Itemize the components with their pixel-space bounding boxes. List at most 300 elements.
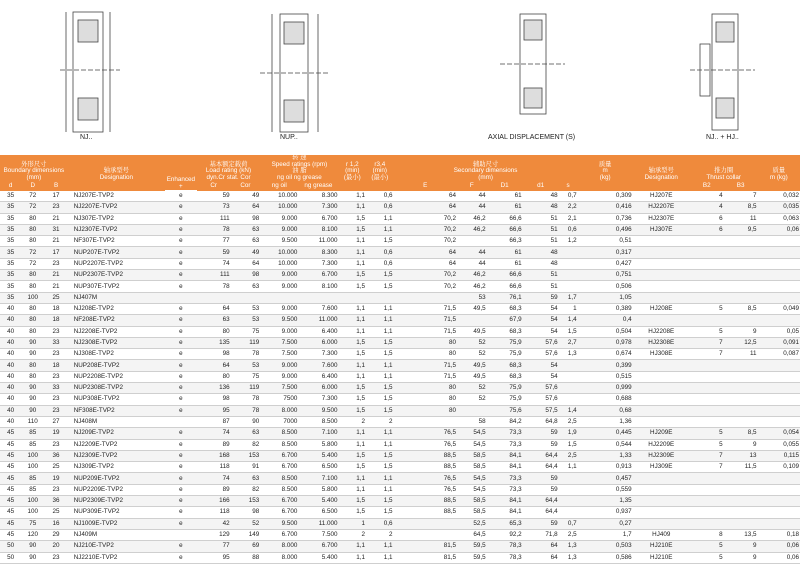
cell-B: 23 (44, 439, 67, 450)
cell-m2 (758, 405, 800, 416)
cell-cr: 80 (197, 326, 231, 337)
cell-hj (633, 247, 690, 258)
cell-r12: 1,5 (339, 349, 367, 360)
cell-hj (633, 416, 690, 427)
cell-m: 0,317 (578, 247, 633, 258)
cell-cor: 64 (231, 202, 261, 213)
cell-D: 80 (21, 371, 44, 382)
cell-r12: 1,1 (339, 360, 367, 371)
cell-enhanced (165, 236, 197, 247)
enhanced-icon: e (179, 440, 183, 448)
cell-enhanced (165, 292, 197, 303)
cell-d: 35 (0, 190, 21, 202)
cell-D1: 66,6 (487, 224, 523, 235)
cell-m: 0,751 (578, 270, 633, 281)
cell-cor: 82 (231, 439, 261, 450)
cell-r34: 1,1 (366, 371, 394, 382)
cell-r34: 0,6 (366, 202, 394, 213)
cell-B: 23 (44, 326, 67, 337)
col-B3: B3 (724, 181, 758, 190)
cell-d: 45 (0, 518, 21, 529)
cell-designation: NJ308E-TVP2 (68, 349, 165, 360)
cell-cr: 98 (197, 394, 231, 405)
cell-ng_oil: 6.700 (260, 462, 298, 473)
cell-E: 80 (394, 383, 457, 394)
cell-D1: 76,1 (487, 292, 523, 303)
cell-ng_oil: 9.500 (260, 236, 298, 247)
cell-enhanced (165, 281, 197, 292)
cell-ng_grease: 5.400 (298, 450, 338, 461)
cell-B3: 11,5 (724, 462, 758, 473)
cell-B2: 5 (690, 428, 724, 439)
cell-r34: 1,5 (366, 450, 394, 461)
cell-designation: NF208E-TVP2 (68, 315, 165, 326)
cell-designation: NUP307E-TVP2 (68, 281, 165, 292)
cell-designation: NJ408M (68, 416, 165, 427)
cell-D1: 66,3 (487, 236, 523, 247)
cell-r34: 1,1 (366, 439, 394, 450)
enhanced-icon: e (179, 451, 183, 459)
enhanced-icon: e (179, 305, 183, 313)
table-row (0, 450, 800, 461)
cell-cor: 52 (231, 518, 261, 529)
cell-r34: 1,5 (366, 496, 394, 507)
cell-B3: 9,5 (724, 224, 758, 235)
cell-F: 58,5 (457, 462, 487, 473)
cell-cor: 63 (231, 473, 261, 484)
cell-D: 80 (21, 303, 44, 314)
cell-B3 (724, 247, 758, 258)
cell-d: 45 (0, 496, 21, 507)
cell-D: 80 (21, 326, 44, 337)
cell-d: 35 (0, 236, 21, 247)
cell-d: 35 (0, 258, 21, 269)
cell-m: 0,457 (578, 473, 633, 484)
cell-d: 45 (0, 484, 21, 495)
cell-r12: 1,5 (339, 337, 367, 348)
cell-ng_grease: 6.000 (298, 337, 338, 348)
cell-B3 (724, 236, 758, 247)
cell-D: 90 (21, 552, 44, 563)
table-row (0, 270, 800, 281)
cell-D: 72 (21, 202, 44, 213)
cell-F: 58,5 (457, 496, 487, 507)
cell-cr: 77 (197, 236, 231, 247)
cell-B2: 5 (690, 541, 724, 552)
cell-F: 59,5 (457, 552, 487, 563)
cell-enhanced (165, 190, 197, 202)
enhanced-header: Enhanced + (165, 155, 197, 190)
cell-hj (633, 518, 690, 529)
cell-m: 0,736 (578, 213, 633, 224)
table-body (0, 190, 800, 563)
col-ng-grease: ng grease (298, 181, 338, 190)
cell-d: 35 (0, 281, 21, 292)
nj-hj-drawing (690, 14, 755, 130)
cell-D: 100 (21, 292, 44, 303)
cell-B2 (690, 507, 724, 518)
thrust-header: 推力圈 Thrust collar (690, 155, 758, 181)
cell-E: 71,5 (394, 315, 457, 326)
cell-D1: 65,3 (487, 518, 523, 529)
cell-D: 80 (21, 270, 44, 281)
cell-B2: 7 (690, 337, 724, 348)
table-row (0, 247, 800, 258)
cell-E: 64 (394, 190, 457, 202)
cell-r12: 1,1 (339, 236, 367, 247)
cell-F: 64,5 (457, 529, 487, 540)
cell-B: 19 (44, 428, 67, 439)
cell-enhanced (165, 405, 197, 416)
cell-m2 (758, 371, 800, 382)
cell-F: 54,5 (457, 484, 487, 495)
cell-cor: 98 (231, 507, 261, 518)
cell-s: 1,5 (559, 326, 578, 337)
cell-E: 76,5 (394, 484, 457, 495)
cell-D: 80 (21, 315, 44, 326)
cell-F: 46,2 (457, 224, 487, 235)
cell-d1: 64,4 (523, 462, 559, 473)
cell-ng_grease: 7.100 (298, 428, 338, 439)
cell-D1: 92,2 (487, 529, 523, 540)
cell-designation: NJ208E-TVP2 (68, 303, 165, 314)
cell-ng_grease: 8.300 (298, 247, 338, 258)
cell-cor: 63 (231, 281, 261, 292)
enhanced-icon: e (179, 508, 183, 516)
cell-d1: 51 (523, 213, 559, 224)
cell-B3: 11 (724, 349, 758, 360)
cell-B3: 9 (724, 541, 758, 552)
cell-F: 54,5 (457, 439, 487, 450)
cell-cr: 89 (197, 439, 231, 450)
cell-D1: 61 (487, 202, 523, 213)
cell-ng_grease: 5.400 (298, 496, 338, 507)
cell-d1: 54 (523, 360, 559, 371)
cell-D1: 75,9 (487, 337, 523, 348)
cell-F: 44 (457, 258, 487, 269)
cell-cr: 98 (197, 349, 231, 360)
cell-m2 (758, 507, 800, 518)
cell-hj (633, 484, 690, 495)
cell-cor: 91 (231, 462, 261, 473)
cell-cor: 153 (231, 496, 261, 507)
cell-D1: 68,3 (487, 326, 523, 337)
cell-m2: 0,06 (758, 552, 800, 563)
cell-m: 0,586 (578, 552, 633, 563)
cell-m: 0,389 (578, 303, 633, 314)
table-row (0, 303, 800, 314)
cell-s: 2,5 (559, 450, 578, 461)
cell-s: 2,1 (559, 213, 578, 224)
cell-ng_grease: 6.400 (298, 326, 338, 337)
cell-B3 (724, 507, 758, 518)
cell-hj: HJ207E (633, 190, 690, 202)
cell-m2: 0,18 (758, 529, 800, 540)
cell-hj (633, 507, 690, 518)
cell-E: 76,5 (394, 428, 457, 439)
cell-ng_oil: 9.000 (260, 326, 298, 337)
col-D1: D1 (487, 181, 523, 190)
cell-cor: 69 (231, 541, 261, 552)
cell-r12: 2 (339, 529, 367, 540)
cell-B2: 6 (690, 224, 724, 235)
cell-designation: NUP2208E-TVP2 (68, 371, 165, 382)
cell-cr: 87 (197, 416, 231, 427)
cell-enhanced (165, 337, 197, 348)
cell-cor: 78 (231, 349, 261, 360)
cell-F: 49,5 (457, 360, 487, 371)
cell-F (457, 405, 487, 416)
cell-ng_grease: 7.300 (298, 202, 338, 213)
cell-F: 44 (457, 247, 487, 258)
cell-B2: 4 (690, 202, 724, 213)
cell-r34: 1,1 (366, 473, 394, 484)
cell-ng_oil: 10.000 (260, 258, 298, 269)
cell-s: 2,7 (559, 337, 578, 348)
cell-E (394, 529, 457, 540)
cell-d1: 54 (523, 315, 559, 326)
cell-E (394, 416, 457, 427)
cell-cr: 59 (197, 190, 231, 202)
cell-m: 0,688 (578, 394, 633, 405)
cell-r12: 1,1 (339, 326, 367, 337)
table-row (0, 541, 800, 552)
cell-F: 53 (457, 292, 487, 303)
cell-enhanced (165, 303, 197, 314)
cell-cr: 111 (197, 213, 231, 224)
cell-D1: 66,6 (487, 213, 523, 224)
cell-D: 110 (21, 416, 44, 427)
cell-s: 1,1 (559, 462, 578, 473)
cell-s (559, 496, 578, 507)
cell-d: 45 (0, 462, 21, 473)
cell-r34: 1,1 (366, 541, 394, 552)
cell-B: 33 (44, 337, 67, 348)
cell-cr: 111 (197, 270, 231, 281)
cell-r12: 1,1 (339, 371, 367, 382)
enhanced-icon: e (179, 237, 183, 245)
r12-header: r 1,2 (min) (最小) (339, 155, 367, 181)
cell-hj (633, 496, 690, 507)
cell-B: 18 (44, 315, 67, 326)
cell-B: 23 (44, 258, 67, 269)
cell-designation: NJ309E-TVP2 (68, 462, 165, 473)
cell-cr: 64 (197, 360, 231, 371)
cell-D1: 75,6 (487, 405, 523, 416)
cell-ng_oil: 7.500 (260, 383, 298, 394)
cell-cor: 98 (231, 213, 261, 224)
cell-E: 64 (394, 247, 457, 258)
cell-ng_grease: 7.300 (298, 349, 338, 360)
cell-hj: HJ2307E (633, 213, 690, 224)
cell-B3 (724, 383, 758, 394)
cell-m: 0,68 (578, 405, 633, 416)
table-row (0, 484, 800, 495)
cell-d1: 64,4 (523, 450, 559, 461)
table-row (0, 507, 800, 518)
cell-r34 (366, 292, 394, 303)
cell-enhanced (165, 428, 197, 439)
cell-ng_oil: 8.500 (260, 428, 298, 439)
cell-designation: NF308E-TVP2 (68, 405, 165, 416)
cell-F: 58 (457, 416, 487, 427)
cell-D1: 84,1 (487, 450, 523, 461)
cell-d1: 57,6 (523, 349, 559, 360)
cell-designation: NJ2209E-TVP2 (68, 439, 165, 450)
table-row (0, 518, 800, 529)
cell-D1: 73,3 (487, 428, 523, 439)
mass-header: 质量 m (kg) (578, 155, 633, 181)
cell-D: 120 (21, 529, 44, 540)
cell-m: 1,36 (578, 416, 633, 427)
cell-m2: 0,109 (758, 462, 800, 473)
cell-ng_oil: 6.700 (260, 496, 298, 507)
cell-E: 81,5 (394, 541, 457, 552)
cell-d1: 51 (523, 270, 559, 281)
cell-m2 (758, 360, 800, 371)
cell-B2 (690, 236, 724, 247)
cell-F: 49,5 (457, 303, 487, 314)
enhanced-icon: e (179, 361, 183, 369)
cell-d1: 64,8 (523, 416, 559, 427)
cell-B3: 8,5 (724, 303, 758, 314)
cell-cr: 59 (197, 247, 231, 258)
cell-enhanced (165, 518, 197, 529)
cell-B2: 5 (690, 326, 724, 337)
table-row (0, 326, 800, 337)
cell-ng_oil: 8.500 (260, 473, 298, 484)
cell-designation: NUP209E-TVP2 (68, 473, 165, 484)
cell-d1: 59 (523, 439, 559, 450)
cell-d1: 54 (523, 371, 559, 382)
cell-B: 21 (44, 236, 67, 247)
cell-d: 45 (0, 473, 21, 484)
bearing-drawings (0, 0, 800, 152)
cell-r12: 1 (339, 518, 367, 529)
cell-r34: 1,1 (366, 303, 394, 314)
cell-r12: 1,5 (339, 462, 367, 473)
cell-ng_grease: 5.800 (298, 439, 338, 450)
cell-d1: 59 (523, 428, 559, 439)
cell-cr: 77 (197, 541, 231, 552)
cell-r12: 1,1 (339, 315, 367, 326)
cell-r12: 1,5 (339, 450, 367, 461)
cell-B3: 12,5 (724, 337, 758, 348)
cell-m2 (758, 394, 800, 405)
cell-ng_oil: 7.500 (260, 349, 298, 360)
cell-B3 (724, 292, 758, 303)
cell-cr: 135 (197, 337, 231, 348)
cell-F: 46,2 (457, 213, 487, 224)
cell-designation: NUP309E-TVP2 (68, 507, 165, 518)
cell-designation: NJ2207E-TVP2 (68, 202, 165, 213)
cell-ng_oil: 8.000 (260, 405, 298, 416)
cell-D: 80 (21, 236, 44, 247)
cell-D1: 78,3 (487, 552, 523, 563)
boundary-header: 外形尺寸 Boundary dimensions (mm) (0, 155, 68, 181)
cell-ng_grease: 5.800 (298, 484, 338, 495)
cell-m2 (758, 496, 800, 507)
cell-d: 50 (0, 541, 21, 552)
cell-enhanced (165, 473, 197, 484)
cell-m2: 0,054 (758, 428, 800, 439)
cell-r12: 1,5 (339, 383, 367, 394)
cell-enhanced (165, 462, 197, 473)
cell-m2: 0,049 (758, 303, 800, 314)
cell-r34: 1,5 (366, 281, 394, 292)
cell-B: 23 (44, 202, 67, 213)
cell-E (394, 518, 457, 529)
cell-E: 70,2 (394, 236, 457, 247)
cell-ng_grease: 6.500 (298, 462, 338, 473)
cell-ng_grease: 7.500 (298, 529, 338, 540)
bearing-table (0, 155, 800, 564)
cell-s: 1,2 (559, 236, 578, 247)
cell-d: 40 (0, 405, 21, 416)
cell-enhanced (165, 258, 197, 269)
cell-E: 80 (394, 349, 457, 360)
cell-m: 1,05 (578, 292, 633, 303)
cell-d1: 51 (523, 236, 559, 247)
cell-ng_grease: 6.400 (298, 371, 338, 382)
cell-m2: 0,087 (758, 349, 800, 360)
cell-B3: 11 (724, 213, 758, 224)
cell-m2 (758, 236, 800, 247)
cell-E: 71,5 (394, 303, 457, 314)
cell-D: 100 (21, 496, 44, 507)
cell-enhanced (165, 202, 197, 213)
cell-E: 80 (394, 405, 457, 416)
cell-d1: 51 (523, 224, 559, 235)
cell-D: 72 (21, 247, 44, 258)
cell-F: 52 (457, 349, 487, 360)
cell-d: 40 (0, 394, 21, 405)
cell-enhanced (165, 394, 197, 405)
cell-cr: 166 (197, 496, 231, 507)
cell-cor: 119 (231, 337, 261, 348)
cell-hj: HJ2209E (633, 439, 690, 450)
cell-D: 100 (21, 450, 44, 461)
cell-designation: NUP208E-TVP2 (68, 360, 165, 371)
cell-F: 59,5 (457, 541, 487, 552)
cell-m: 1,35 (578, 496, 633, 507)
cell-B2: 7 (690, 450, 724, 461)
cell-B: 21 (44, 270, 67, 281)
table-row (0, 349, 800, 360)
cell-F (457, 315, 487, 326)
table-row (0, 360, 800, 371)
cell-D1: 67,9 (487, 315, 523, 326)
cell-r12: 1,1 (339, 190, 367, 202)
cell-B: 25 (44, 292, 67, 303)
cell-cr: 89 (197, 484, 231, 495)
cell-D1: 84,1 (487, 496, 523, 507)
cell-ng_oil: 7.500 (260, 337, 298, 348)
cell-hj (633, 236, 690, 247)
cell-m: 0,937 (578, 507, 633, 518)
cell-D1: 78,3 (487, 541, 523, 552)
cell-designation: NJ407M (68, 292, 165, 303)
cell-E: 81,5 (394, 552, 457, 563)
cell-B3 (724, 360, 758, 371)
cell-enhanced (165, 371, 197, 382)
cell-B3 (724, 281, 758, 292)
cell-m2 (758, 281, 800, 292)
cell-cor (231, 292, 261, 303)
cell-hj: HJ208E (633, 303, 690, 314)
cell-enhanced (165, 496, 197, 507)
cell-B3 (724, 315, 758, 326)
